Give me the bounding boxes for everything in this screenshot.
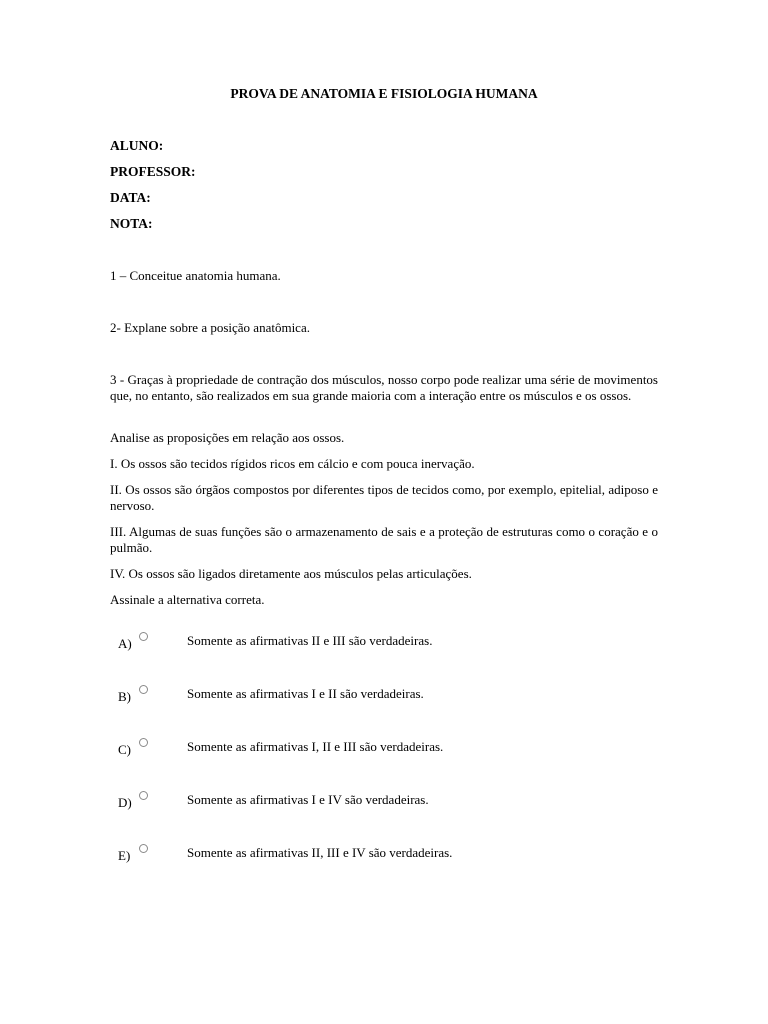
proposition-1: I. Os ossos são tecidos rígidos ricos em cálcio e com pouca inervação. <box>110 456 475 471</box>
option-text: Somente as afirmativas I e IV são verdadeiras. <box>187 792 429 807</box>
radio-button-a[interactable] <box>139 632 148 641</box>
radio-button-c[interactable] <box>139 738 148 747</box>
option-text: Somente as afirmativas I, II e III são verdadeiras. <box>187 739 444 754</box>
date-field-label: DATA: <box>110 190 151 205</box>
option-letter: E) <box>118 848 131 863</box>
proposition-3: III. Algumas de suas funções são o armazenamento de sais e a proteção de estruturas como o coração e o pulmão. <box>110 524 658 555</box>
radio-button-d[interactable] <box>139 791 148 800</box>
proposition-4: IV. Os ossos são ligados diretamente aos músculos pelas articulações. <box>110 566 472 581</box>
grade-field-label: NOTA: <box>110 216 153 231</box>
option-text: Somente as afirmativas I e II são verdadeiras. <box>187 686 424 701</box>
proposition-2: II. Os ossos são órgãos compostos por diferentes tipos de tecidos como, por exemplo, epitelial, adiposo e nervoso. <box>110 482 658 513</box>
radio-button-e[interactable] <box>139 844 148 853</box>
option-letter: A) <box>118 636 132 651</box>
question-1: 1 – Conceitue anatomia humana. <box>110 268 281 283</box>
option-letter: B) <box>118 689 131 704</box>
question-3-instruction: Assinale a alternativa correta. <box>110 592 265 607</box>
option-letter: D) <box>118 795 132 810</box>
option-text: Somente as afirmativas II, III e IV são verdadeiras. <box>187 845 453 860</box>
question-3-prompt: Analise as proposições em relação aos ossos. <box>110 430 345 445</box>
option-letter: C) <box>118 742 131 757</box>
radio-button-b[interactable] <box>139 685 148 694</box>
student-field-label: ALUNO: <box>110 138 164 153</box>
professor-field-label: PROFESSOR: <box>110 164 196 179</box>
option-text: Somente as afirmativas II e III são verdadeiras. <box>187 633 433 648</box>
exam-title: PROVA DE ANATOMIA E FISIOLOGIA HUMANA <box>230 86 538 101</box>
question-3-statement: 3 - Graças à propriedade de contração dos músculos, nosso corpo pode realizar uma série de movimentos que, no entanto, são realizados em sua grande maioria com a interação entre os músculos e os ossos. <box>110 372 658 403</box>
question-2: 2- Explane sobre a posição anatômica. <box>110 320 310 335</box>
